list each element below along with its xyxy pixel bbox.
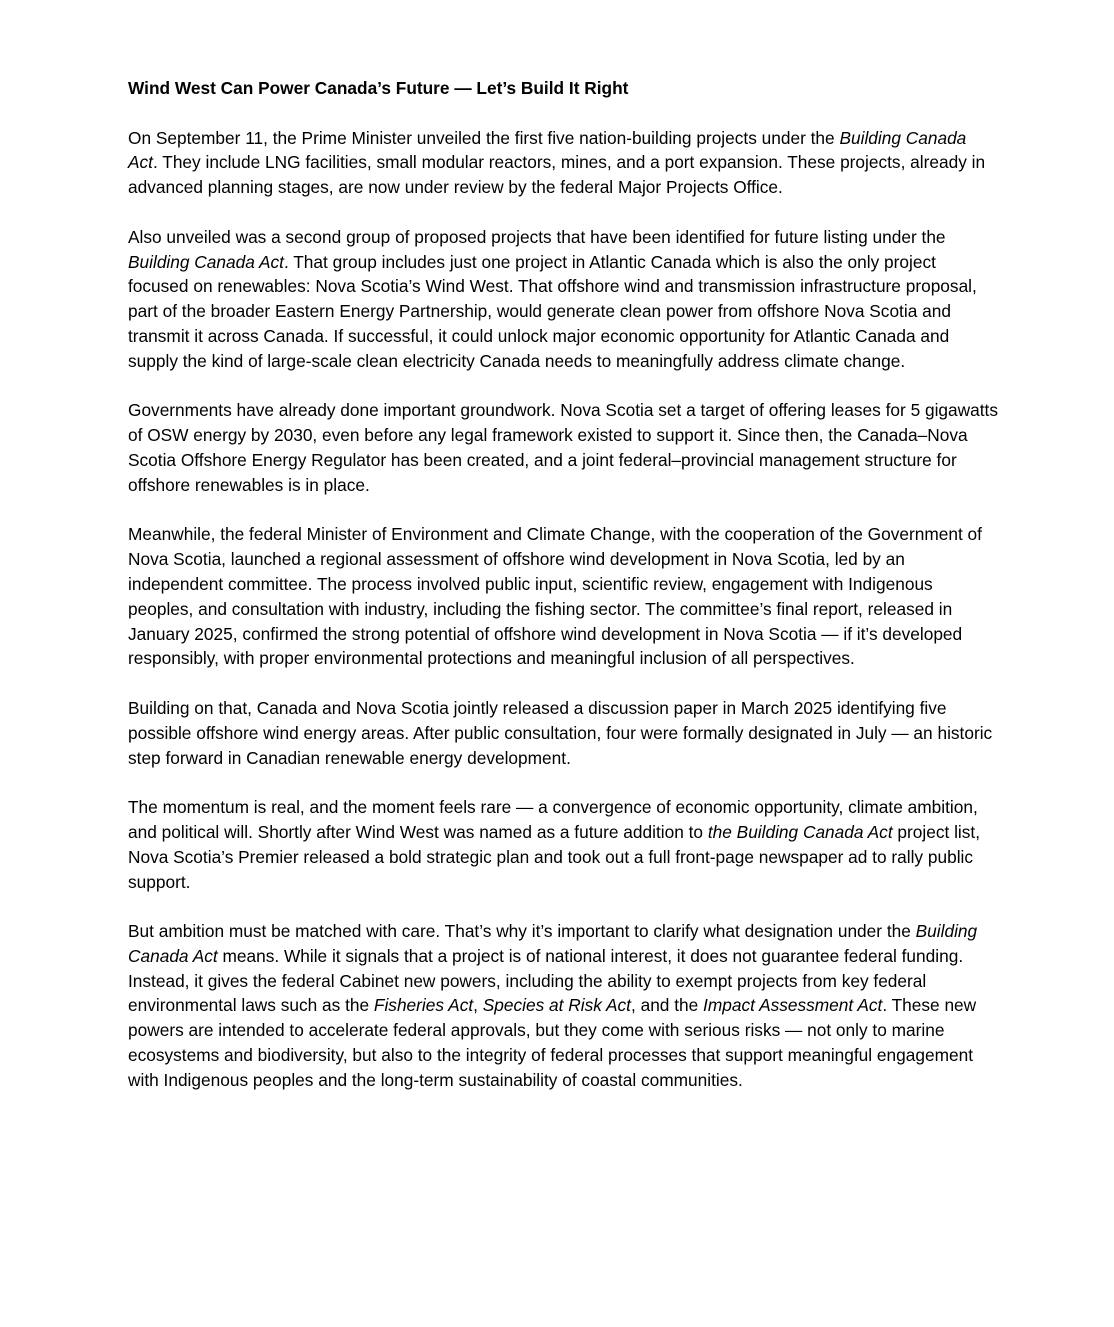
body-paragraph xyxy=(128,126,998,200)
text-run: Meanwhile, the federal Minister of Environment and Climate Change, with the cooperation of the Government of Nova Scotia, launched a regional assessment of offshore wind development in Nova Scotia, led by an independent committee. The process involved public input, scientific review, engagement with Indigenous peoples, and consultation with industry, including the fishing sector. The committee’s final report, released in January 2025, confirmed the strong potential of offshore wind development in Nova Scotia — if it’s developed responsibly, with proper environmental protections and meaningful inclusion of all perspectives. xyxy=(128,524,982,669)
text-run: , xyxy=(473,995,483,1016)
body-paragraph xyxy=(128,225,998,374)
body-paragraph xyxy=(128,696,998,770)
text-run: Also unveiled was a second group of proposed projects that have been identified for future listing under the xyxy=(128,226,946,247)
italic-text-run: Building Canada Act xyxy=(128,921,978,966)
body-paragraph xyxy=(128,522,998,671)
italic-text-run: the Building Canada Act xyxy=(707,821,893,842)
italic-text-run: Building Canada Act xyxy=(128,251,284,272)
italic-text-run: Fisheries Act xyxy=(373,995,474,1016)
document-title: Wind West Can Power Canada’s Future — Let’s Build It Right xyxy=(128,78,629,98)
text-run: , and the xyxy=(630,995,704,1016)
document-page xyxy=(128,76,998,1117)
body-paragraph xyxy=(128,919,998,1093)
document-body xyxy=(128,126,998,1093)
body-paragraph xyxy=(128,398,998,497)
text-run: . These new powers are intended to accelerate federal approvals, but they come with serious risks — not only to marine ecosystems and biodiversity, but also to the integrity of federal processes that support meaningful engagement with Indigenous peoples and the long-term sustainability of coastal communities. xyxy=(128,995,977,1090)
italic-text-run: Building Canada Act xyxy=(128,127,967,173)
italic-text-run: Impact Assessment Act xyxy=(703,995,883,1016)
italic-text-run: Species at Risk Act xyxy=(482,995,631,1016)
text-run: project list, Nova Scotia’s Premier released a bold strategic plan and took out a full front-page newspaper ad to rally public support. xyxy=(128,821,981,892)
text-run: Governments have already done important groundwork. Nova Scotia set a target of offering leases for 5 gigawatts of OSW energy by 2030, even before any legal framework existed to support it. Since then, the Canada–Nova Scotia Offshore Energy Regulator has been created, and a joint federal–provincial management structure for offshore renewables is in place. xyxy=(128,400,998,495)
text-run: Building on that, Canada and Nova Scotia jointly released a discussion paper in March 2025 identifying five possible offshore wind energy areas. After public consultation, four were formally designated in July — an historic step forward in Canadian renewable energy development. xyxy=(128,697,993,768)
body-paragraph xyxy=(128,795,998,894)
text-run: On September 11, the Prime Minister unveiled the first five nation-building projects under the xyxy=(128,127,840,148)
text-run: means. While it signals that a project is of national interest, it does not guarantee federal funding. Instead, it gives the federal Cabinet new powers, including the ability to exempt projects from key federal environmental laws such as the xyxy=(128,945,964,1016)
text-run: The momentum is real, and the moment feels rare — a convergence of economic opportunity, climate ambition, and political will. Shortly after Wind West was named as a future addition to xyxy=(128,797,978,842)
text-run: . That group includes just one project in Atlantic Canada which is also the only project focused on renewables: Nova Scotia’s Wind West. That offshore wind and transmission infrastructure proposal, part of the broader Eastern Energy Partnership, would generate clean power from offshore Nova Scotia and transmit it across Canada. If successful, it could unlock major economic opportunity for Atlantic Canada and supply the kind of large-scale clean electricity Canada needs to meaningfully address climate change. xyxy=(128,251,977,371)
text-run: . They include LNG facilities, small modular reactors, mines, and a port expansion. These projects, already in advanced planning stages, are now under review by the federal Major Projects Office. xyxy=(128,152,986,198)
text-run: But ambition must be matched with care. That’s why it’s important to clarify what designation under the xyxy=(128,921,916,942)
